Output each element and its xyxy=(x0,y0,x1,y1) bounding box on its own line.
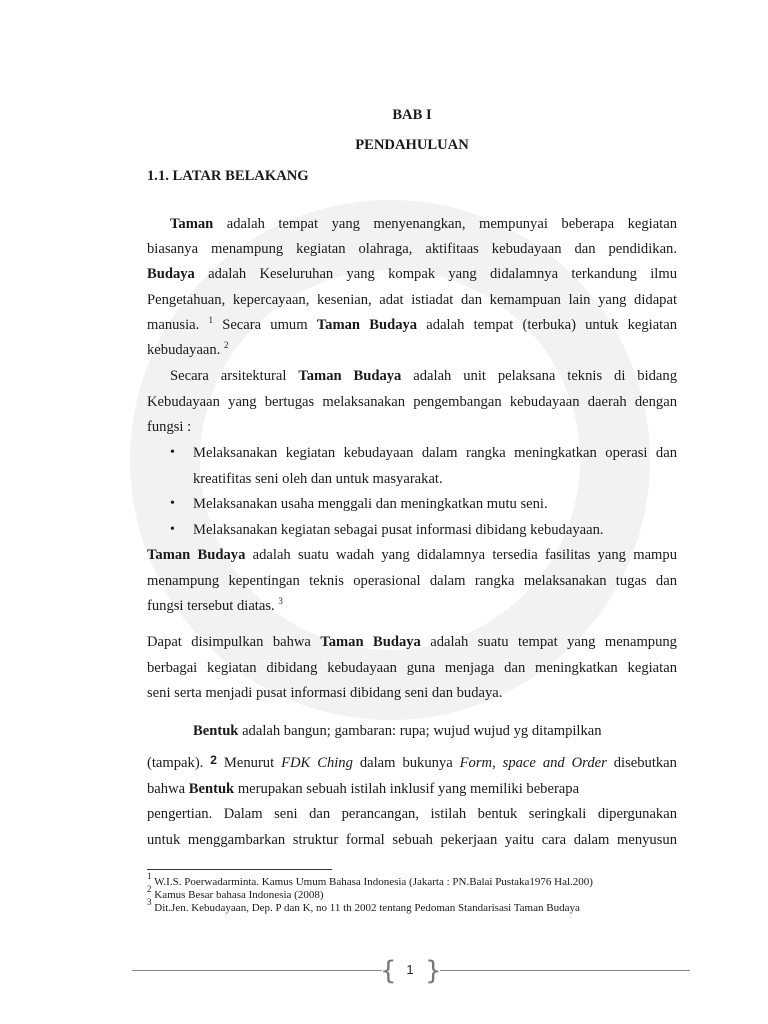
p3-line2: menampung kepentingan teknis operasional dalam rangka melaksanakan tugas dan xyxy=(147,573,677,589)
p4-line2: berbagai kegiatan dibidang kebudayaan guna menjaga dan meningkatkan kegiatan xyxy=(147,660,677,676)
chapter-label: BAB I xyxy=(392,107,432,123)
p2-line2: Kebudayaan yang bertugas melaksanakan pengembangan kebudayaan daerah dengan xyxy=(147,394,677,410)
footnote-2: $^2$ Kamus Besar bahasa Indonesia (2008) xyxy=(147,884,324,901)
bullet-3-marker: • xyxy=(170,522,175,537)
p1-line2: biasanya menampung kegiatan olahraga, aktifitaas kebudayaan dan pendidikan. xyxy=(147,241,677,257)
footer-rule-right xyxy=(440,970,690,971)
footnote-ref: 2 xyxy=(224,340,229,350)
p4-line3: seni serta menjadi pusat informasi dibidang seni dan budaya. xyxy=(147,685,503,701)
p5-line4: pengertian. Dalam seni dan perancangan, istilah bentuk seringkali dipergunakan xyxy=(147,806,677,822)
p1-line1: Taman adalah tempat yang menyenangkan, mempunyai beberapa kegiatan xyxy=(170,216,677,232)
bullet-1-line2: kreatifitas seni oleh dan untuk masyarakat. xyxy=(193,471,443,487)
p3-line3: fungsi tersebut diatas. $^3$ xyxy=(147,596,283,614)
p1-line3: Budaya adalah Keseluruhan yang kompak yang didalamnya terkandung ilmu xyxy=(147,266,677,282)
footer-rule-left xyxy=(132,970,382,971)
p5-line5: untuk menggambarkan struktur formal sebuah pekerjaan yaitu cara dalam menyusun xyxy=(147,832,677,848)
bullet-2-text: Melaksanakan usaha menggali dan meningkatkan mutu seni. xyxy=(193,496,548,512)
footnote-ref: 3 xyxy=(278,596,283,606)
chapter-title: PENDAHULUAN xyxy=(355,137,469,153)
p1-line5: manusia. $^1$ Secara umum Taman Budaya adalah tempat (terbuka) untuk kegiatan xyxy=(147,315,677,333)
footer-bracket-right: } xyxy=(425,956,442,986)
bullet-2-marker: • xyxy=(170,496,175,511)
p4-line1: Dapat disimpulkan bahwa Taman Budaya adalah suatu tempat yang menampung xyxy=(147,634,677,650)
footnote-ref: 1 xyxy=(208,315,213,325)
bullet-1-marker: • xyxy=(170,445,175,460)
p5-line3: bahwa Bentuk merupakan sebuah istilah inklusif yang memiliki beberapa xyxy=(147,781,580,797)
footer-bracket-left: { xyxy=(380,956,397,986)
p5-line2: (tampak). $^2$ Menurut FDK Ching dalam bukunya Form, space and Order disebutkan xyxy=(147,753,677,771)
bullet-1-line1: Melaksanakan kegiatan kebudayaan dalam rangka meningkatkan operasi dan xyxy=(193,445,677,461)
bullet-3-text: Melaksanakan kegiatan sebagai pusat informasi dibidang kebudayaan. xyxy=(193,522,604,538)
p2-line3: fungsi : xyxy=(147,419,192,435)
p1-line4: Pengetahuan, kepercayaan, kesenian, adat istiadat dan kemampuan lain yang didapat xyxy=(147,292,677,308)
p5-line1: Bentuk adalah bangun; gambaran: rupa; wujud wujud yg ditampilkan xyxy=(193,723,602,739)
p1-line6: kebudayaan. $^2$ xyxy=(147,340,229,358)
p3-line1: Taman Budaya adalah suatu wadah yang didalamnya tersedia fasilitas yang mampu xyxy=(147,547,677,563)
footnote-separator xyxy=(147,869,332,870)
p2-line1: Secara arsitektural Taman Budaya adalah unit pelaksana teknis di bidang xyxy=(170,368,677,384)
footnote-1: $^1$ W.I.S. Poerwadarminta. Kamus Umum Bahasa Indonesia (Jakarta : PN.Balai Pustaka1976 Hal.200) xyxy=(147,871,593,888)
page-number: 1 xyxy=(406,962,414,977)
footnote-3: $^3$ Dit.Jen. Kebudayaan, Dep. P dan K, no 11 th 2002 tentang Pedoman Standarisasi Taman Budaya xyxy=(147,897,580,914)
section-heading: 1.1. LATAR BELAKANG xyxy=(147,168,309,184)
footnote-ref: 2 xyxy=(210,753,217,767)
